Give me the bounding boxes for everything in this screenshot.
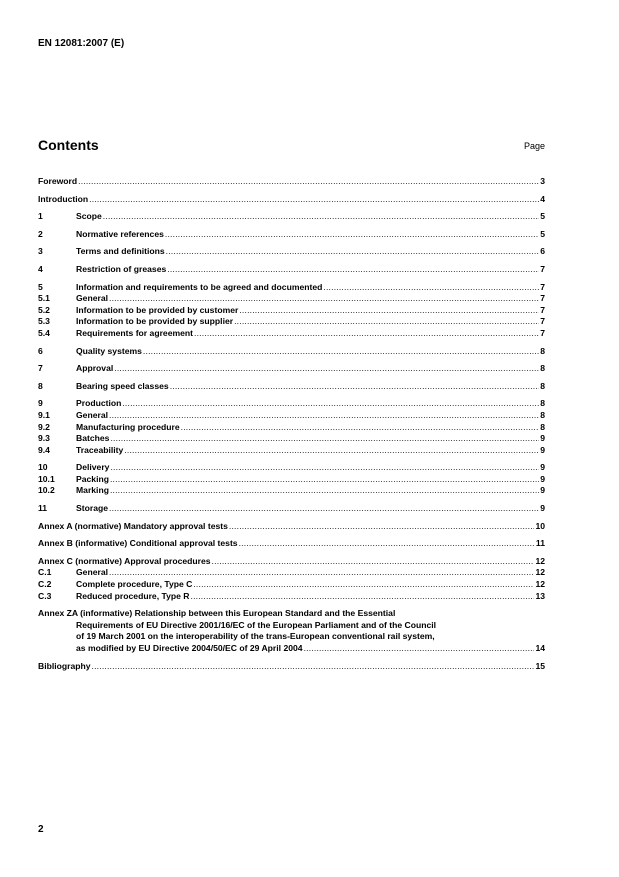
toc-entry-page: 10	[535, 520, 545, 531]
toc-entry[interactable]	[38, 410, 545, 422]
toc-entry-title: Batches	[76, 433, 110, 444]
toc-entry-title: Scope	[76, 211, 102, 222]
toc-entry-title: Storage	[76, 503, 108, 514]
toc-entry[interactable]	[38, 316, 545, 328]
toc-entry-number: 3	[38, 246, 43, 257]
toc-entry-page: 6	[540, 246, 545, 257]
toc-entry-page: 8	[540, 398, 545, 409]
toc-entry-title: General	[76, 293, 109, 304]
dot-leader	[304, 643, 535, 655]
toc-entry-number: 5.1	[38, 293, 50, 304]
toc-entry[interactable]	[38, 194, 545, 206]
toc-entry-page: 7	[540, 327, 545, 338]
dot-leader	[110, 474, 539, 486]
toc-entry-page: 12	[535, 567, 545, 578]
bibliography-title: Bibliography	[38, 660, 91, 671]
dot-leader	[109, 567, 534, 579]
dot-leader	[110, 485, 539, 497]
toc-entry-title: Production	[76, 398, 122, 409]
toc-entry-page: 8	[540, 363, 545, 374]
toc-entry-page: 7	[540, 304, 545, 315]
toc-entries	[38, 176, 545, 602]
dot-leader	[181, 422, 540, 434]
toc-entry-page: 9	[540, 503, 545, 514]
toc-entry[interactable]	[38, 433, 545, 445]
dot-leader	[234, 316, 539, 328]
toc-entry-page: 5	[540, 228, 545, 239]
toc-entry[interactable]	[38, 293, 545, 305]
toc-entry-title: Manufacturing procedure	[76, 421, 180, 432]
toc-entry-title: Requirements for agreement	[76, 327, 194, 338]
dot-leader	[229, 521, 535, 533]
toc-entry-title: Terms and definitions	[76, 246, 165, 257]
toc-entry-number: 8	[38, 380, 43, 391]
toc-entry[interactable]	[38, 398, 545, 410]
toc-entry-page: 12	[535, 579, 545, 590]
toc-entry-title: Quality systems	[76, 345, 142, 356]
toc-entry[interactable]	[38, 305, 545, 317]
toc-entry-page: 9	[540, 444, 545, 455]
toc-entry-page: 8	[540, 380, 545, 391]
toc-entry-page: 9	[540, 462, 545, 473]
toc-entry-page: 9	[540, 473, 545, 484]
toc-entry[interactable]	[38, 246, 545, 258]
table-of-contents	[38, 176, 545, 672]
toc-entry-number: 10	[38, 462, 48, 473]
dot-leader	[114, 363, 539, 375]
dot-leader	[110, 433, 539, 445]
toc-entry-number: 9.3	[38, 433, 50, 444]
toc-entry-page: 7	[540, 293, 545, 304]
toc-entry-page: 13	[535, 590, 545, 601]
toc-entry[interactable]	[38, 591, 545, 603]
dot-leader	[191, 591, 535, 603]
dot-leader	[78, 176, 539, 188]
toc-entry-number: C.3	[38, 590, 52, 601]
dot-leader	[122, 398, 539, 410]
toc-entry-title: Annex C (normative) Approval procedures	[38, 555, 211, 566]
toc-entry-page: 11	[535, 538, 545, 549]
toc-entry[interactable]	[38, 567, 545, 579]
toc-entry-title: Annex A (normative) Mandatory approval tests	[38, 520, 228, 531]
toc-entry-title: Normative references	[76, 228, 164, 239]
toc-entry-number: 7	[38, 363, 43, 374]
toc-entry-number: 2	[38, 228, 43, 239]
toc-entry-title: Foreword	[38, 176, 78, 186]
toc-entry-title: Reduced procedure, Type R	[76, 590, 190, 601]
dot-leader	[166, 246, 540, 258]
toc-entry-number: 1	[38, 211, 43, 222]
annex-za-line-3: of 19 March 2001 on the interoperability of the trans-European conventional rail system,	[76, 631, 435, 642]
toc-entry-number: 5.3	[38, 316, 50, 327]
toc-entry-title: Annex B (informative) Conditional approval tests	[38, 538, 238, 549]
toc-entry-title: Bearing speed classes	[76, 380, 169, 391]
toc-entry[interactable]	[38, 381, 545, 393]
dot-leader	[109, 410, 539, 422]
toc-entry-page: 7	[540, 281, 545, 292]
dot-leader	[124, 445, 539, 457]
toc-entry-title: Approval	[76, 363, 114, 374]
toc-entry-page: 8	[540, 345, 545, 356]
toc-entry-page: 3	[540, 176, 545, 186]
dot-leader	[92, 661, 535, 673]
toc-entry[interactable]	[38, 485, 545, 497]
toc-entry[interactable]	[38, 346, 545, 358]
toc-entry[interactable]	[38, 538, 545, 550]
toc-entry-number: 9.4	[38, 444, 50, 455]
toc-entry[interactable]	[38, 445, 545, 457]
toc-entry-number: 9.2	[38, 421, 50, 432]
toc-entry-number: 5.4	[38, 327, 50, 338]
toc-entry-title: Information to be provided by supplier	[76, 316, 234, 327]
toc-entry[interactable]	[38, 176, 545, 188]
toc-entry-annex-za[interactable]	[38, 608, 545, 654]
toc-entry-page: 5	[540, 211, 545, 222]
dot-leader	[239, 538, 535, 550]
toc-entry-title: Marking	[76, 485, 109, 496]
toc-entry-title: Traceability	[76, 444, 124, 455]
dot-leader	[239, 305, 539, 317]
toc-entry-page: 8	[540, 409, 545, 420]
toc-entry-title: Delivery	[76, 462, 110, 473]
toc-entry-bibliography[interactable]	[38, 661, 545, 673]
toc-entry-number: 4	[38, 263, 43, 274]
toc-entry-number: 11	[38, 503, 48, 514]
toc-entry[interactable]	[38, 282, 545, 294]
toc-entry-title: Complete procedure, Type C	[76, 579, 193, 590]
dot-leader	[194, 328, 539, 340]
page-column-label: Page	[523, 141, 545, 151]
toc-entry-title: Information to be provided by customer	[76, 304, 239, 315]
toc-entry[interactable]	[38, 264, 545, 276]
toc-entry-number: 5.2	[38, 304, 50, 315]
toc-entry-number: C.2	[38, 579, 52, 590]
toc-entry-title: Information and requirements to be agreed and documented	[76, 281, 323, 292]
toc-entry[interactable]	[38, 556, 545, 568]
toc-entry-number: C.1	[38, 567, 52, 578]
toc-entry-title: General	[76, 409, 109, 420]
dot-leader	[165, 229, 539, 241]
toc-entry-page: 8	[540, 421, 545, 432]
toc-entry[interactable]	[38, 229, 545, 241]
toc-entry-page: 12	[535, 555, 545, 566]
dot-leader	[170, 381, 540, 393]
bibliography-page: 15	[535, 660, 545, 671]
toc-entry[interactable]	[38, 521, 545, 533]
toc-entry-title: Packing	[76, 473, 109, 484]
toc-entry[interactable]	[38, 363, 545, 375]
toc-entry-number: 10.1	[38, 473, 55, 484]
toc-entry-page: 9	[540, 433, 545, 444]
dot-leader	[143, 346, 539, 358]
annex-za-line-4: as modified by EU Directive 2004/50/EC of 29 April 2004	[76, 643, 303, 653]
toc-entry[interactable]	[38, 422, 545, 434]
annex-za-line-2: Requirements of EU Directive 2001/16/EC of the European Parliament and of the Council	[76, 619, 437, 630]
toc-entry-number: 9	[38, 398, 43, 409]
page-number: 2	[38, 824, 44, 835]
dot-leader	[89, 194, 539, 206]
toc-entry-title: General	[76, 567, 109, 578]
toc-entry-number: 9.1	[38, 409, 50, 420]
toc-entry-page: 7	[540, 263, 545, 274]
toc-entry-number: 10.2	[38, 485, 55, 496]
toc-entry[interactable]	[38, 462, 545, 474]
toc-entry-page: 9	[540, 485, 545, 496]
toc-entry-number: 6	[38, 345, 43, 356]
toc-entry-page: 4	[540, 193, 545, 204]
dot-leader	[109, 503, 539, 515]
dot-leader	[212, 556, 535, 568]
dot-leader	[167, 264, 539, 276]
annex-za-page: 14	[535, 643, 545, 653]
toc-entry[interactable]	[38, 579, 545, 591]
toc-entry-title: Restriction of greases	[76, 263, 167, 274]
dot-leader	[110, 462, 539, 474]
toc-entry[interactable]	[38, 503, 545, 515]
contents-title: Contents	[38, 137, 99, 153]
toc-entry-page: 7	[540, 316, 545, 327]
toc-entry-number: 5	[38, 281, 43, 292]
dot-leader	[103, 211, 539, 223]
dot-leader	[323, 282, 539, 294]
toc-entry[interactable]	[38, 474, 545, 486]
dot-leader	[193, 579, 534, 591]
document-header: EN 12081:2007 (E)	[38, 38, 125, 49]
annex-za-line-1: Annex ZA (informative) Relationship between this European Standard and the Essential	[38, 608, 396, 619]
dot-leader	[109, 293, 539, 305]
toc-entry-title: Introduction	[38, 193, 89, 204]
toc-entry[interactable]	[38, 211, 545, 223]
toc-entry[interactable]	[38, 328, 545, 340]
